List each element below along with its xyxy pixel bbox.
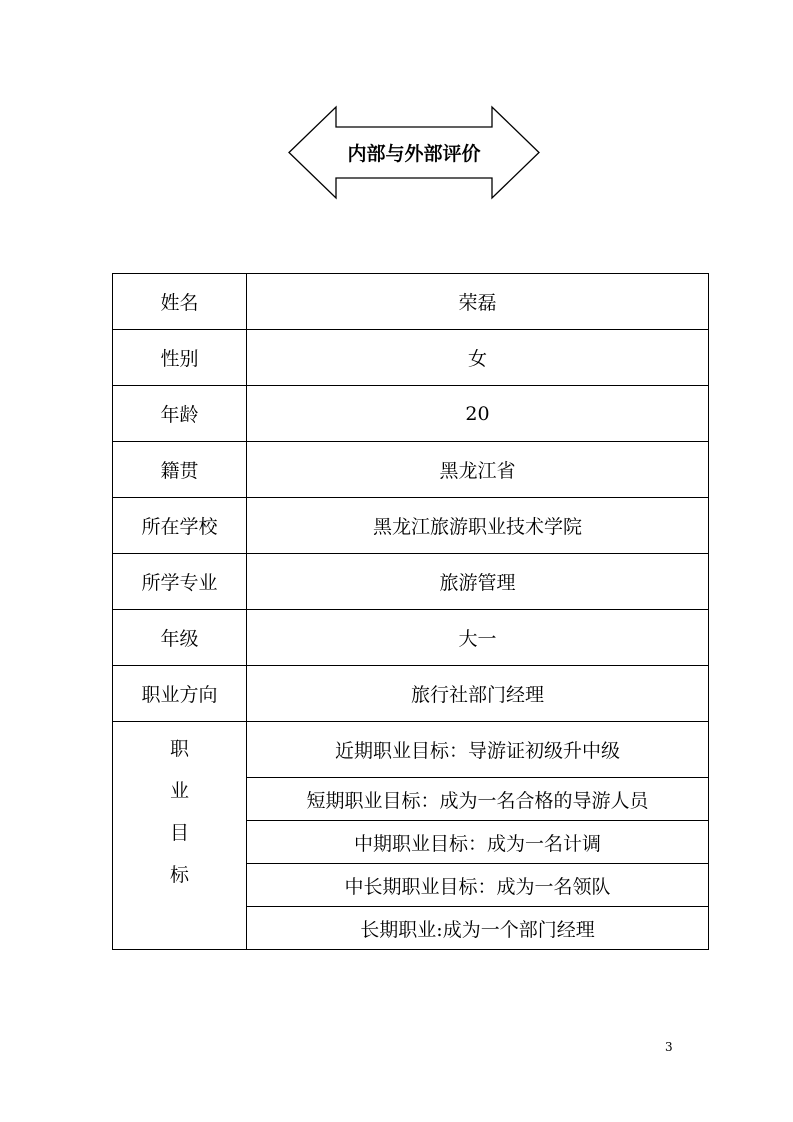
row-label: 所学专业: [113, 554, 247, 610]
table-row: [113, 498, 709, 554]
goal-item: 中长期职业目标：成为一名领队: [247, 864, 709, 907]
row-value: 旅行社部门经理: [247, 666, 709, 722]
row-label: 性别: [113, 330, 247, 386]
profile-table: [112, 273, 709, 950]
table-row: [113, 666, 709, 722]
page-number: 3: [665, 1040, 673, 1054]
row-label: 姓名: [113, 274, 247, 330]
goal-row: [113, 722, 709, 778]
row-value: 20: [247, 386, 709, 442]
table-row: [113, 386, 709, 442]
page-title: 内部与外部评价: [347, 143, 481, 165]
row-label: 年级: [113, 610, 247, 666]
goal-label-char: 目: [169, 822, 189, 844]
row-label: 籍贯: [113, 442, 247, 498]
row-value: 大一: [247, 610, 709, 666]
goal-label-char: 业: [169, 780, 189, 802]
row-value: 荣磊: [247, 274, 709, 330]
row-label: 职业方向: [113, 666, 247, 722]
row-value: 旅游管理: [247, 554, 709, 610]
row-value: 黑龙江省: [247, 442, 709, 498]
row-value: 黑龙江旅游职业技术学院: [247, 498, 709, 554]
goal-item: 长期职业:成为一个部门经理: [247, 907, 709, 950]
table-row: [113, 610, 709, 666]
row-label: 所在学校: [113, 498, 247, 554]
table-row: [113, 442, 709, 498]
table-row: [113, 330, 709, 386]
goal-label-char: 职: [169, 738, 189, 760]
row-value: 女: [247, 330, 709, 386]
goal-label-char: 标: [169, 864, 189, 886]
goal-label-cell: [113, 722, 247, 950]
table-row: [113, 554, 709, 610]
goal-item: 近期职业目标：导游证初级升中级: [247, 722, 709, 778]
goal-item: 中期职业目标：成为一名计调: [247, 821, 709, 864]
row-label: 年龄: [113, 386, 247, 442]
goal-item: 短期职业目标：成为一名合格的导游人员: [247, 778, 709, 821]
table-row: [113, 274, 709, 330]
